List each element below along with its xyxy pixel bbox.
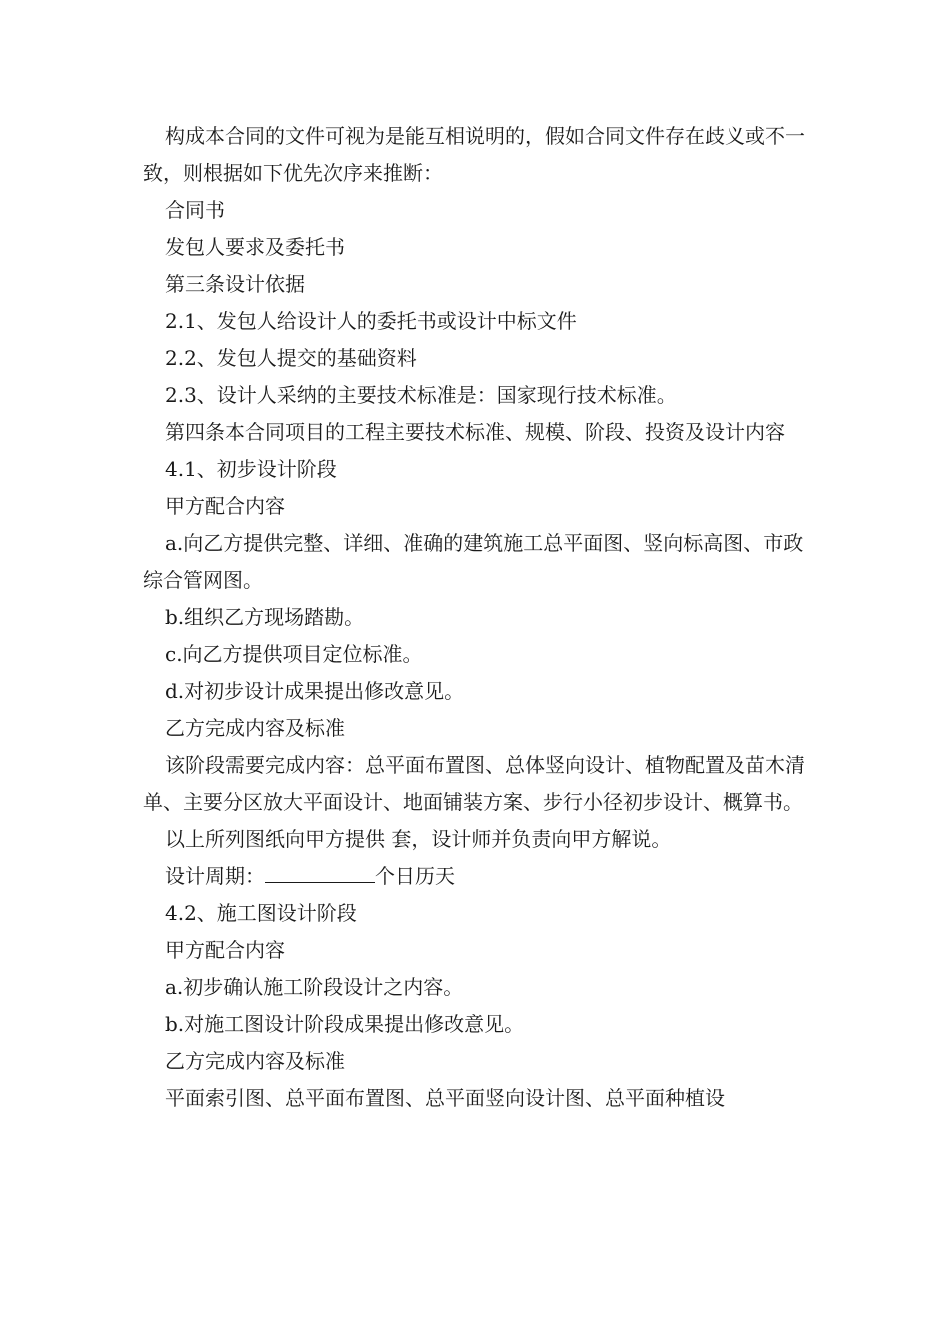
paragraph-contract-book: 合同书 xyxy=(165,198,225,222)
paragraph-design-period xyxy=(143,858,823,895)
subheading-party-a-cooperation-2: 甲方配合内容 xyxy=(165,938,285,962)
list-item-a: a.向乙方提供完整、详细、准确的建筑施工总平面图、竖向标高图、市政综合管网图。 xyxy=(143,531,804,592)
list-item-b-2: b.对施工图设计阶段成果提出修改意见。 xyxy=(165,1012,525,1036)
subheading-party-b-deliverables: 乙方完成内容及标准 xyxy=(165,716,345,740)
paragraph-drawing-sets: 以上所列图纸向甲方提供 套，设计师并负责向甲方解说。 xyxy=(165,827,672,851)
design-period-blank xyxy=(265,860,375,883)
heading-4-1: 4.1、初步设计阶段 xyxy=(165,457,337,481)
list-item-b: b.组织乙方现场踏勘。 xyxy=(165,605,365,629)
heading-4-2: 4.2、施工图设计阶段 xyxy=(165,901,357,925)
paragraph-stage-deliverables: 该阶段需要完成内容：总平面布置图、总体竖向设计、植物配置及苗木清单、主要分区放大平面设计、地面铺装方案、步行小径初步设计、概算书。 xyxy=(143,753,805,814)
subheading-party-b-deliverables-2: 乙方完成内容及标准 xyxy=(165,1049,345,1073)
paragraph-2-1: 2.1、发包人给设计人的委托书或设计中标文件 xyxy=(165,309,577,333)
heading-article-3: 第三条设计依据 xyxy=(165,272,305,296)
list-item-a-2: a.初步确认施工阶段设计之内容。 xyxy=(165,975,464,999)
design-period-suffix: 个日历天 xyxy=(375,864,455,888)
paragraph-2-2: 2.2、发包人提交的基础资料 xyxy=(165,346,417,370)
subheading-party-a-cooperation: 甲方配合内容 xyxy=(165,494,285,518)
paragraph-2-3: 2.3、设计人采纳的主要技术标准是：国家现行技术标准。 xyxy=(165,383,677,407)
document-body xyxy=(143,118,823,1117)
heading-article-4: 第四条本合同项目的工程主要技术标准、规模、阶段、投资及设计内容 xyxy=(165,420,785,444)
paragraph-requirements: 发包人要求及委托书 xyxy=(165,235,345,259)
list-item-c: c.向乙方提供项目定位标准。 xyxy=(165,642,423,666)
paragraph-contract-documents: 构成本合同的文件可视为是能互相说明的，假如合同文件存在歧义或不一致，则根据如下优先次序来推断： xyxy=(143,124,805,185)
design-period-label: 设计周期： xyxy=(165,864,265,888)
paragraph-construction-drawings: 平面索引图、总平面布置图、总平面竖向设计图、总平面种植设 xyxy=(165,1086,725,1110)
list-item-d: d.对初步设计成果提出修改意见。 xyxy=(165,679,465,703)
